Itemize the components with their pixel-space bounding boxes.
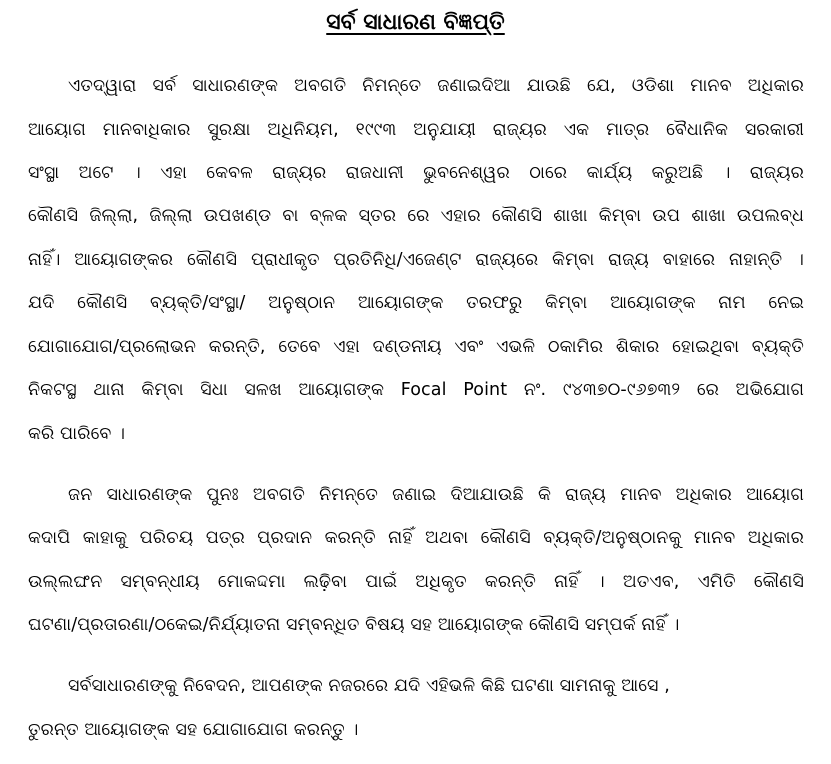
paragraph-line: କୌଣସି ଜିଲ୍ଲା, ଜିଲ୍ଲା ଉପଖଣ୍ଡ ବା ବ୍ଳକ ସ୍ତର ରେ ଏହାର କୌଣସି ଶାଖା କିମ୍ବା ଉପ ଶାଖା ଉପଲବ୍ଧ [28, 206, 804, 226]
paragraph-line: ଘଟଣା/ପ୍ରତାରଣା/ଠକେଇ/ନିର୍ଯ୍ୟାତନା ସମ୍ବନ୍ଧିତ ବିଷୟ ସହ ଆୟୋଗଙ୍କ କୌଣସି ସମ୍ପର୍କ ନାହିଁ । [28, 615, 680, 635]
paragraph-line: କଦାପି କାହାକୁ ପରିଚୟ ପତ୍ର ପ୍ରଦାନ କରନ୍ତି ନାହିଁ ଅଥବା କୌଣସି ବ୍ୟକ୍ତି/ଅନୁଷ୍ଠାନକୁ ମାନବ ଅଧିକାର [28, 528, 804, 548]
paragraph-line: ସଂସ୍ଥା ଅଟେ । ଏହା କେବଳ ରାଜ୍ୟର ରାଜଧାନୀ ଭୁବନେଶ୍ୱର ଠାରେ କାର୍ଯ୍ୟ କରୁଅଛି । ରାଜ୍ୟର [28, 163, 804, 183]
paragraph-line: ଯୋଗାଯୋଗ/ପ୍ରଲୋଭନ କରନ୍ତି, ତେବେ ଏହା ଦଣ୍ଡନୀୟ ଏବଂ ଏଭଳି ଠକାମିର ଶିକାର ହୋଇଥିବା ବ୍ୟକ୍ତି [28, 337, 804, 357]
paragraph-line: ତୁରନ୍ତ ଆୟୋଗଙ୍କ ସହ ଯୋଗାଯୋଗ କରନ୍ତୁ । [28, 720, 359, 740]
paragraph-line: ଯଦି କୌଣସି ବ୍ୟକ୍ତି/ସଂସ୍ଥା/ ଅନୁଷ୍ଠାନ ଆୟୋଗଙ୍କ ତରଫରୁ କିମ୍ବା ଆୟୋଗଙ୍କ ନାମ ନେଇ [28, 293, 804, 313]
notice-title: ସର୍ବ ସାଧାରଣ ବିଜ୍ଞପ୍ତି [326, 10, 505, 35]
paragraph-line: ଆୟୋଗ ମାନବାଧିକାର ସୁରକ୍ଷା ଅଧିନିୟମ, ୧୯୯୩ ଅନୁଯାୟୀ ରାଜ୍ୟର ଏକ ମାତ୍ର ବୈଧାନିକ ସରକାରୀ [28, 120, 804, 140]
paragraph-line: ଏତଦ୍ୱାରା ସର୍ବ ସାଧାରଣଙ୍କ ଅବଗତି ନିମନ୍ତେ ଜଣାଇଦିଆ ଯାଉଛି ଯେ, ଓଡିଶା ମାନବ ଅଧିକାର [68, 76, 804, 96]
paragraph-line: କରି ପାରିବେ । [28, 424, 126, 444]
paragraph-line: ନାହିଁ। ଆୟୋଗଙ୍କର କୌଣସି ପ୍ରାଧୀକୃତ ପ୍ରତିନିଧି/ଏଜେଣ୍ଟ ରାଜ୍ୟରେ କିମ୍ବା ରାଜ୍ୟ ବାହାରେ ନାହାନ୍ତି । [28, 250, 804, 270]
paragraph-line: ନିକଟସ୍ଥ ଥାନା କିମ୍ବା ସିଧା ସଳଖ ଆୟୋଗଙ୍କ Focal Point ନଂ. ୯୪୩୭୦-୯୬୭୩୨ ରେ ଅଭିଯୋଗ [28, 380, 804, 400]
paragraph-line: ଉଲ୍ଲଙ୍ଘନ ସମ୍ବନ୍ଧୀୟ ମୋକଦ୍ଦମା ଲଢ଼ିବା ପାଇଁ ଅଧିକୃତ କରନ୍ତି ନାହିଁ । ଅତଏବ, ଏମିତି କୌଣସି [28, 572, 804, 592]
paragraph-line: ଜନ ସାଧାରଣଙ୍କ ପୁନଃ ଅବଗତି ନିମନ୍ତେ ଜଣାଇ ଦିଆଯାଉଛି କି ରାଜ୍ୟ ମାନବ ଅଧିକାର ଆୟୋଗ [68, 485, 804, 505]
paragraph-line: ସର୍ବସାଧାରଣଙ୍କୁ ନିବେଦନ, ଆପଣଙ୍କ ନଜରରେ ଯଦି ଏହିଭଳି କିଛି ଘଟଣା ସାମନାକୁ ଆସେ , [68, 676, 670, 696]
